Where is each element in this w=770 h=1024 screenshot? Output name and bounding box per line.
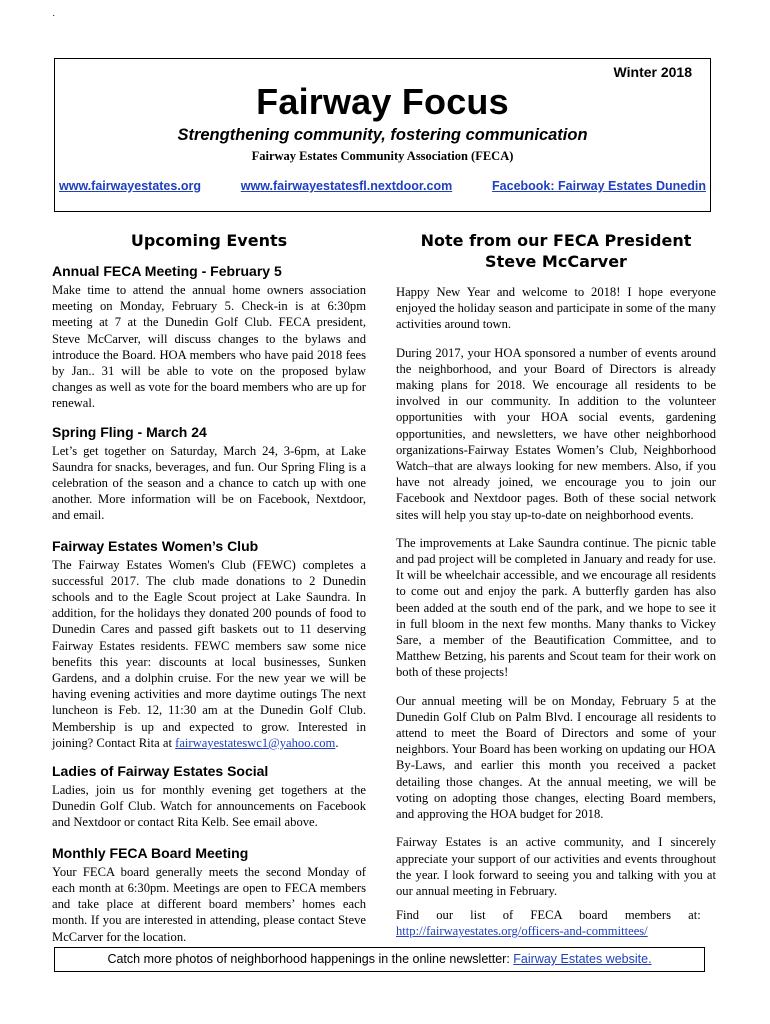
tagline: Strengthening community, fostering communication	[177, 126, 588, 144]
association-name: Fairway Estates Community Association (FECA)	[251, 149, 514, 163]
womens-club-email-link[interactable]: fairwayestateswc1@yahoo.com	[175, 735, 336, 750]
note-paragraph-4: Our annual meeting will be on Monday, February 5 at the Dunedin Golf Club on Palm Blvd. I encourage all residents to attend to meet the Board of Directors and some of your neighbors. Your Board has been working on updating our HOA By-Laws, and earlier this month you received a packet detailing those changes. At the annual meeting, we will be voting on adopting those changes, electing Board members, and approving the HOA budget for 2018.	[396, 693, 716, 822]
note-paragraph-5: Fairway Estates is an active community, and I sincerely appreciate your support of our activities and events throughout the year. I look forward to seeing you and talking with you at our annual meeting in February.	[396, 835, 716, 898]
upcoming-events-heading: Upcoming Events	[130, 231, 288, 250]
president-note-heading-line2: Steve McCarver	[485, 252, 627, 271]
newsletter-title: Fairway Focus	[256, 81, 509, 122]
facebook-link[interactable]: Facebook: Fairway Estates Dunedin	[492, 179, 706, 193]
note-paragraph-3: The improvements at Lake Saundra continue. The picnic table and pad project will be completed in January and ready for use. It will be wheelchair accessible, and we encourage all residents to come out and enjoy the park. A butterfly garden has also been added at the south end of the park, and we hope to see it in full bloom in the next few months. Many thanks to Vickey Sare, a member of the Beautification Committee, and to Matthew Betzing, his parents and Scout team for their work on both of these projects!	[396, 535, 716, 680]
annual-meeting-body: Make time to attend the annual home owners association meeting on Monday, February 5. Check-in is at 6:30pm meeting at 7 at the Dunedin Golf Club. FECA president, Steve McCarver, will discuss changes to the bylaws and introduce the Board. HOA members who have paid 2018 fees by Jan.. 31 will be able to vote on the proposed bylaw changes as well as vote for the board members who are up for renewal.	[52, 283, 366, 411]
womens-club-text: The Fairway Estates Women's Club (FEWC) completes a successful 2017. The club made donations to 2 Dunedin schools and to the Eagle Scout project at Lake Saundra. In addition, for the holidays they donated 200 pounds of food to Dunedin Cares and passed gift baskets out to 11 deserving Fairway Estates residents. FEWC members saw some nice benefits this year: discounts at local businesses, Sunken Gardens, and a dolphin cruise. For the new year we will be having evening activities and more daytime outings The next luncheon is Feb. 12, 11:30 am at the Dunedin Golf Club. Membership is up and expected to grow. Interested in joining? Contact Rita at	[52, 557, 366, 750]
website-link[interactable]: www.fairwayestates.org	[59, 179, 201, 193]
ladies-social-title: Ladies of Fairway Estates Social	[52, 763, 269, 780]
board-list-text: Find our list of FECA board members at:	[396, 908, 701, 923]
masthead-links	[59, 179, 706, 193]
note-paragraph-2: During 2017, your HOA sponsored a number of events around the neighborhood, and your Board of Directors is already making plans for 2018. We encourage all residents to be involved in our community. In addition to the volunteer opportunities with your HOA social events, gardening opportunities, and newsletters, we have other neighborhood organizations-Fairway Estates Women’s Club, Neighborhood Watch–that are always looking for new members. Also, if you have not already joined, we encourage you to join our Facebook and Nextdoor pages. Both of these social network sites will help you stay up-to-date on neighborhood events.	[396, 345, 716, 522]
womens-club-body: The Fairway Estates Women's Club (FEWC) completes a successful 2017. The club made donations to 2 Dunedin schools and to the Eagle Scout project at Lake Saundra. In addition, for the holidays they donated 200 pounds of food to Dunedin Cares and passed gift baskets out to 11 deserving Fairway Estates residents. FEWC members saw some nice benefits this year: discounts at local businesses, Sunken Gardens, and a dolphin cruise. For the new year we will be having evening activities and more daytime outings The next luncheon is Feb. 12, 11:30 am at the Dunedin Golf Club. Membership is up and expected to grow. Interested in joining? Contact Rita at fairwayestateswc1@yahoo.com.	[52, 557, 366, 750]
footer-banner	[54, 947, 705, 972]
nextdoor-link[interactable]: www.fairwayestatesfl.nextdoor.com	[240, 179, 453, 193]
upcoming-events-column	[52, 230, 366, 953]
issue-date: Winter 2018	[613, 64, 692, 80]
president-note-column	[396, 230, 716, 948]
masthead	[54, 58, 711, 212]
president-note-heading	[396, 230, 716, 272]
spring-fling-body: Let’s get together on Saturday, March 24, 3-6pm, at Lake Saundra for snacks, beverages, and fun. Our Spring Fling is a celebration of the season and a chance to catch up with one another. More information will be on Facebook, Nextdoor, and email.	[52, 443, 366, 523]
ladies-social-body: Ladies, join us for monthly evening get togethers at the Dunedin Golf Club. Watch for announcements on Facebook and Nextdoor or contact Rita Kelb. See email above.	[52, 783, 366, 830]
footer-text: Catch more photos of neighborhood happenings in the online newsletter:	[107, 952, 514, 966]
stray-mark: ˙	[52, 14, 56, 25]
spring-fling-title: Spring Fling - March 24	[52, 423, 207, 440]
womens-club-title: Fairway Estates Women’s Club	[52, 537, 259, 554]
board-meeting-title: Monthly FECA Board Meeting	[52, 844, 249, 861]
board-meeting-body: Your FECA board generally meets the second Monday of each month at 6:30pm. Meetings are open to FECA members and take place at different board members’ homes each month. If you are interested in attending, please contact Steve McCarver for the location.	[52, 864, 366, 944]
president-note-heading-line1: Note from our FECA President	[420, 231, 692, 250]
footer-website-link[interactable]: Fairway Estates website.	[513, 952, 652, 966]
note-paragraph-6	[396, 907, 716, 939]
officers-committees-link[interactable]: http://fairwayestates.org/officers-and-committees/	[396, 924, 648, 939]
note-paragraph-1: Happy New Year and welcome to 2018! I hope everyone enjoyed the holiday season and participate in some of the many activities around town.	[396, 285, 716, 332]
annual-meeting-title: Annual FECA Meeting - February 5	[52, 263, 282, 279]
